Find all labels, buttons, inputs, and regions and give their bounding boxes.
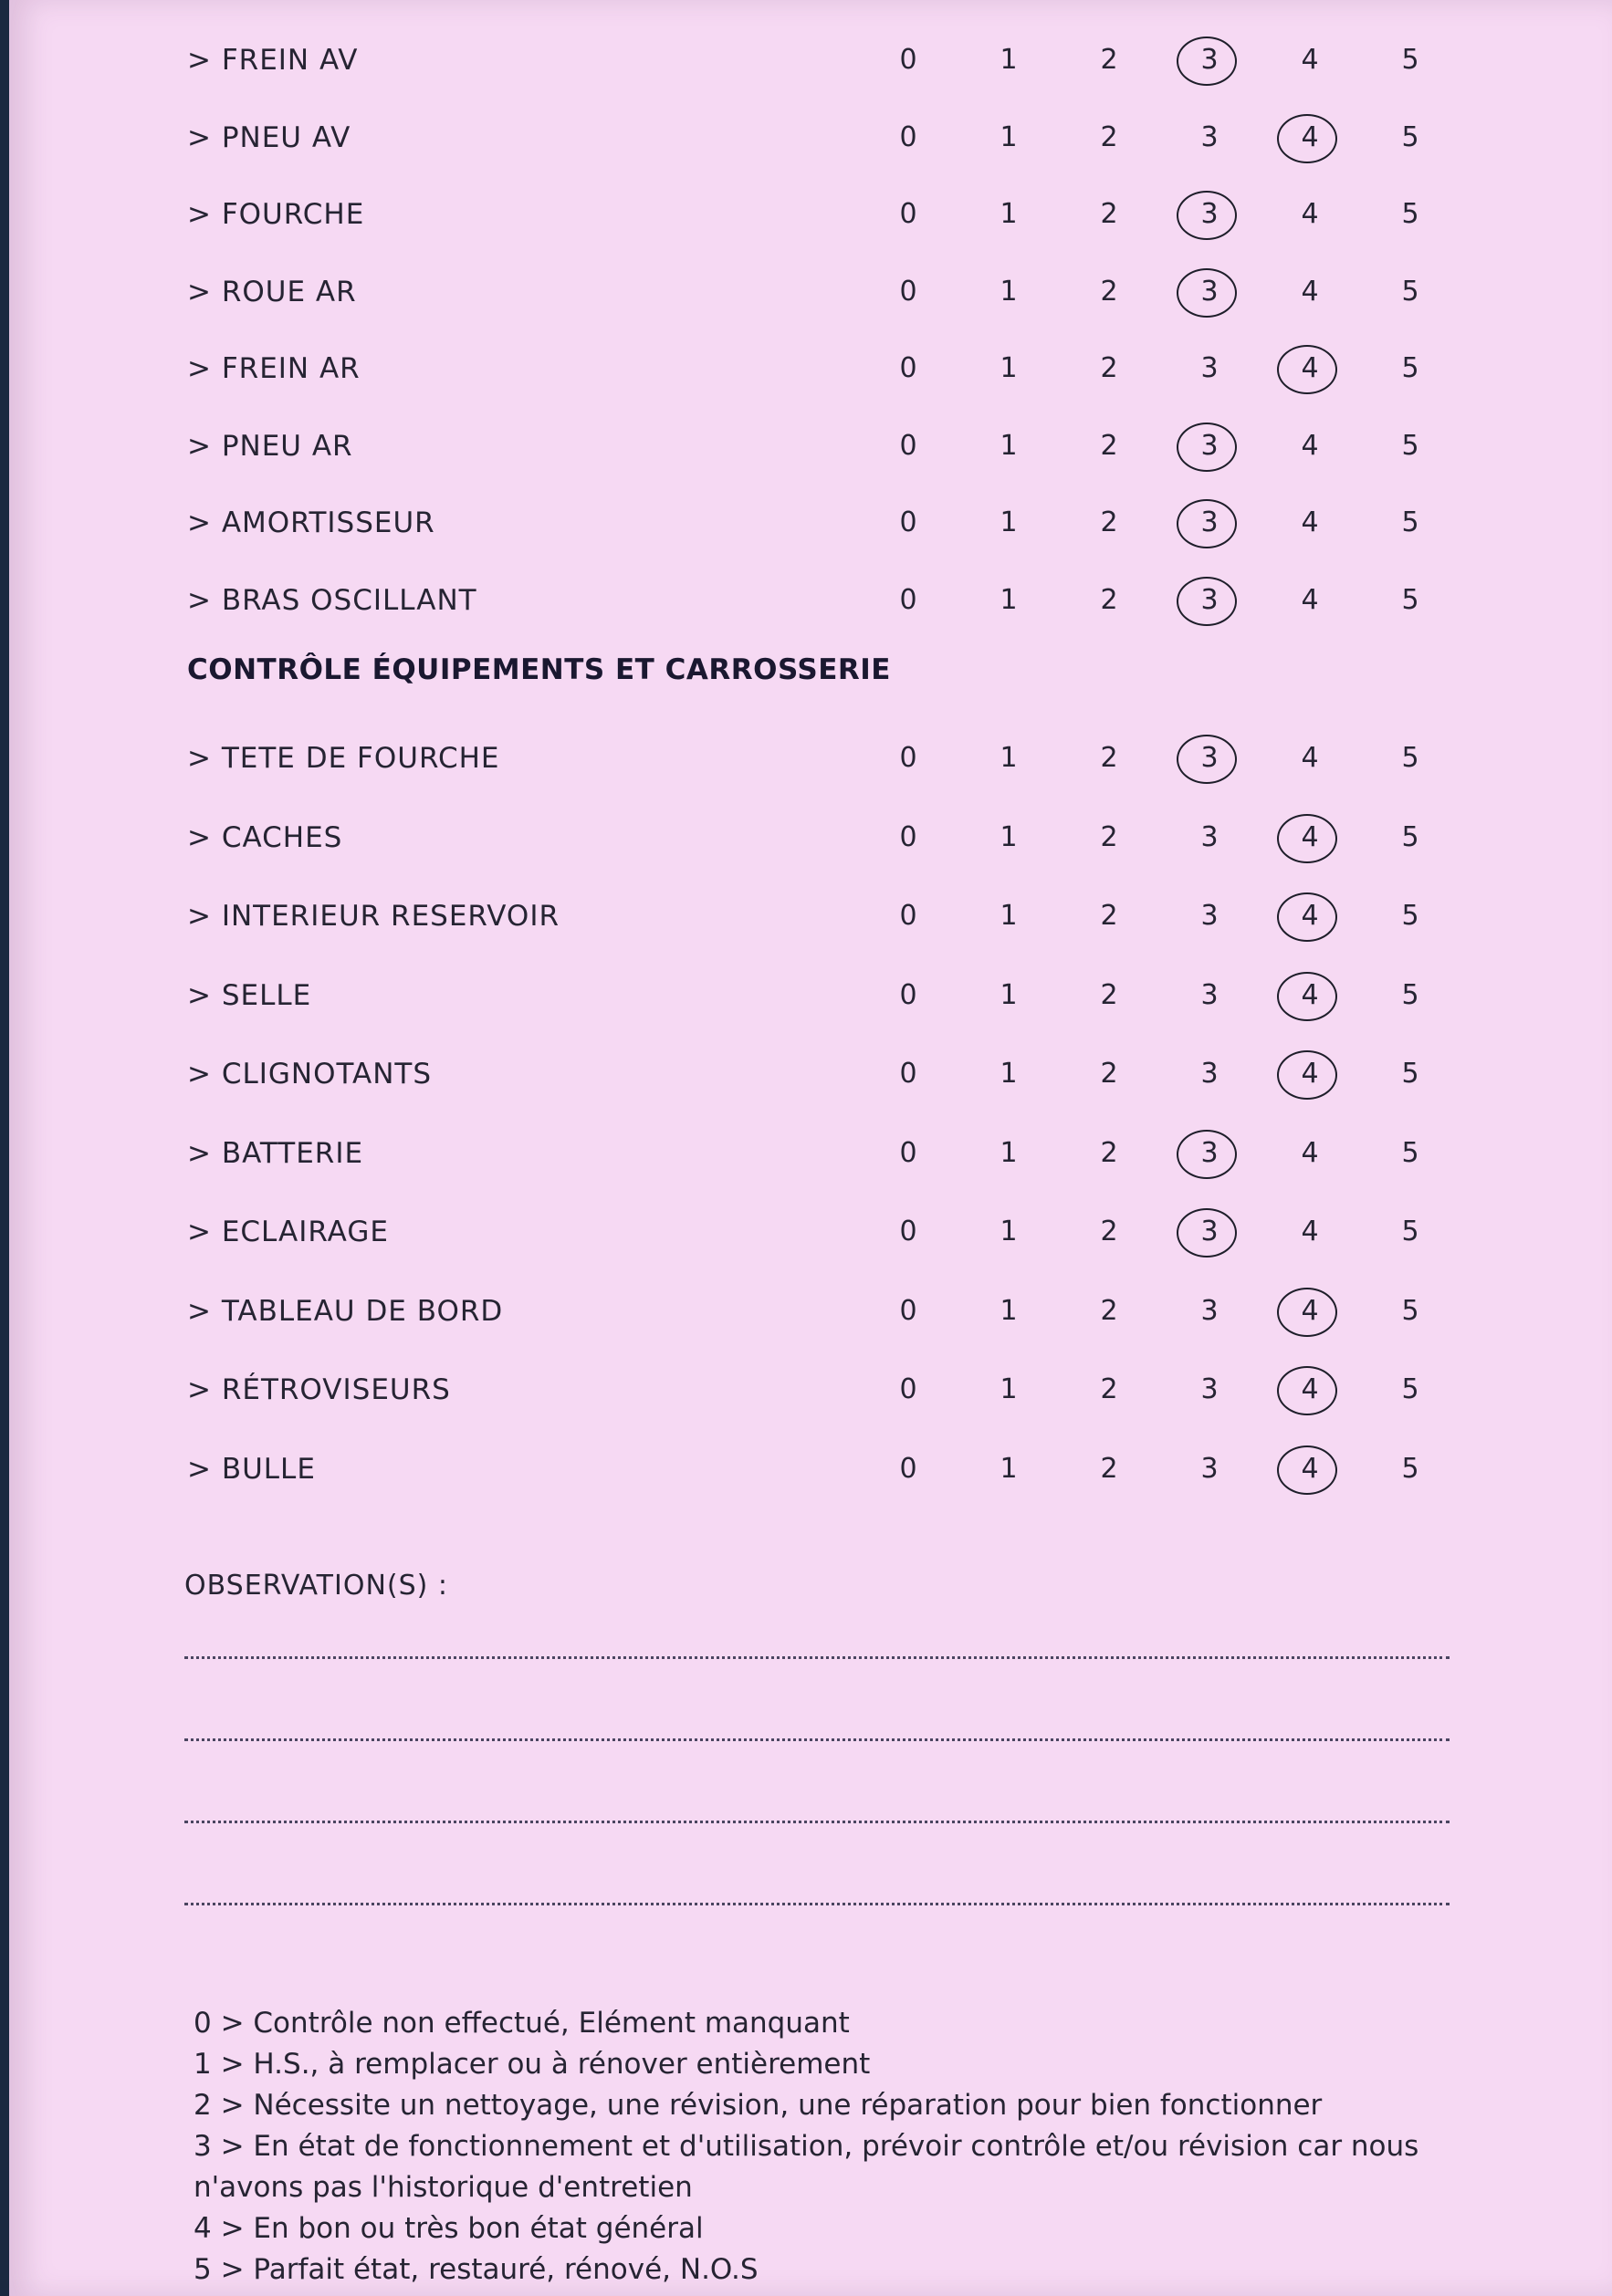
rating-option-2[interactable]: 2 bbox=[1100, 1373, 1118, 1405]
legend-line: 1 > H.S., à remplacer ou à rénover entièrement bbox=[194, 2048, 871, 2081]
legend-line: 2 > Nécessite un nettoyage, une révision, une réparation pour bien fonctionner bbox=[194, 2089, 1323, 2122]
rating-option-3[interactable]: 3 bbox=[1200, 978, 1219, 1011]
rating-option-3[interactable]: 3 bbox=[1182, 44, 1237, 76]
item-label: > TABLEAU DE BORD bbox=[187, 1294, 504, 1328]
legend-line: n'avons pas l'historique d'entretien bbox=[194, 2171, 693, 2204]
item-label: > AMORTISSEUR bbox=[187, 506, 435, 539]
item-label: > ECLAIRAGE bbox=[187, 1216, 389, 1248]
legend-line: 3 > En état de fonctionnement et d'utilisation, prévoir contrôle et/ou révision car nous bbox=[194, 2130, 1419, 2163]
rating-option-0[interactable]: 0 bbox=[899, 1373, 917, 1405]
rating-option-3[interactable]: 3 bbox=[1200, 820, 1219, 853]
rating-option-0[interactable]: 0 bbox=[899, 1216, 917, 1247]
rating-option-5[interactable]: 5 bbox=[1401, 352, 1419, 384]
selected-circle-mark bbox=[1177, 1208, 1237, 1258]
checklist-row bbox=[9, 1436, 1612, 1500]
rating-option-1[interactable]: 1 bbox=[1000, 583, 1018, 616]
rating-option-5[interactable]: 5 bbox=[1401, 1452, 1419, 1485]
selected-circle-mark bbox=[1177, 37, 1237, 86]
rating-option-2[interactable]: 2 bbox=[1100, 978, 1118, 1011]
item-label: > PNEU AR bbox=[187, 429, 353, 463]
rating-option-5[interactable]: 5 bbox=[1401, 1216, 1419, 1247]
item-label: > FREIN AV bbox=[187, 44, 359, 77]
rating-option-5[interactable]: 5 bbox=[1401, 820, 1419, 853]
rating-option-1[interactable]: 1 bbox=[1000, 352, 1018, 384]
rating-option-0[interactable]: 0 bbox=[899, 1294, 917, 1327]
item-label: > FOURCHE bbox=[187, 198, 365, 231]
selected-circle-mark bbox=[1277, 892, 1337, 942]
rating-option-3[interactable]: 3 bbox=[1200, 1058, 1219, 1090]
selected-circle-mark bbox=[1177, 423, 1237, 472]
checklist-row bbox=[9, 883, 1612, 947]
rating-option-0[interactable]: 0 bbox=[899, 583, 917, 616]
rating-option-1[interactable]: 1 bbox=[1000, 429, 1018, 462]
rating-option-5[interactable]: 5 bbox=[1401, 978, 1419, 1011]
rating-option-2[interactable]: 2 bbox=[1100, 198, 1118, 230]
rating-option-1[interactable]: 1 bbox=[1000, 1452, 1018, 1485]
rating-option-1[interactable]: 1 bbox=[1000, 120, 1018, 153]
selected-circle-mark bbox=[1277, 1445, 1337, 1495]
item-label: > ROUE AR bbox=[187, 275, 357, 308]
rating-option-0[interactable]: 0 bbox=[899, 275, 917, 308]
rating-option-4[interactable]: 4 bbox=[1282, 1058, 1337, 1090]
rating-option-0[interactable]: 0 bbox=[899, 198, 917, 230]
rating-option-4[interactable]: 4 bbox=[1282, 900, 1337, 932]
rating-option-2[interactable]: 2 bbox=[1100, 275, 1118, 308]
item-label: > BATTERIE bbox=[187, 1136, 364, 1170]
rating-option-0[interactable]: 0 bbox=[899, 820, 917, 853]
rating-option-0[interactable]: 0 bbox=[899, 429, 917, 462]
rating-option-3[interactable]: 3 bbox=[1182, 506, 1237, 538]
rating-option-0[interactable]: 0 bbox=[899, 742, 917, 774]
item-label: > CLIGNOTANTS bbox=[187, 1058, 433, 1091]
rating-option-5[interactable]: 5 bbox=[1401, 583, 1419, 616]
rating-option-3[interactable]: 3 bbox=[1182, 1216, 1237, 1247]
rating-option-4[interactable]: 4 bbox=[1301, 44, 1319, 76]
checklist-row bbox=[9, 963, 1612, 1027]
rating-option-2[interactable]: 2 bbox=[1100, 506, 1118, 538]
rating-option-1[interactable]: 1 bbox=[1000, 1373, 1018, 1405]
rating-option-0[interactable]: 0 bbox=[899, 120, 917, 153]
rating-option-3[interactable]: 3 bbox=[1182, 430, 1237, 462]
rating-option-1[interactable]: 1 bbox=[1000, 1216, 1018, 1247]
rating-option-5[interactable]: 5 bbox=[1401, 429, 1419, 462]
checklist-row bbox=[9, 568, 1612, 631]
rating-option-5[interactable]: 5 bbox=[1401, 1294, 1419, 1327]
rating-option-4[interactable]: 4 bbox=[1282, 1453, 1337, 1485]
rating-option-3[interactable]: 3 bbox=[1182, 742, 1237, 774]
rating-option-1[interactable]: 1 bbox=[1000, 900, 1018, 932]
rating-legend bbox=[194, 2003, 1471, 2291]
selected-circle-mark bbox=[1277, 114, 1337, 163]
rating-option-5[interactable]: 5 bbox=[1401, 900, 1419, 932]
rating-option-0[interactable]: 0 bbox=[899, 1058, 917, 1090]
rating-option-0[interactable]: 0 bbox=[899, 44, 917, 76]
rating-option-2[interactable]: 2 bbox=[1100, 429, 1118, 462]
rating-option-3[interactable]: 3 bbox=[1182, 1137, 1237, 1169]
checklist-row bbox=[9, 27, 1612, 91]
rating-option-3[interactable]: 3 bbox=[1182, 276, 1237, 308]
rating-option-3[interactable]: 3 bbox=[1200, 352, 1219, 384]
item-label: > FREIN AR bbox=[187, 352, 361, 385]
observation-line-1[interactable] bbox=[184, 1656, 1450, 1659]
rating-option-4[interactable]: 4 bbox=[1301, 1136, 1319, 1169]
legend-line: 0 > Contrôle non effectué, Elément manquant bbox=[194, 2007, 850, 2040]
rating-option-4[interactable]: 4 bbox=[1301, 742, 1319, 774]
checklist-row bbox=[9, 725, 1612, 789]
legend-line: 5 > Parfait état, restauré, rénové, N.O.S bbox=[194, 2253, 759, 2286]
rating-option-4[interactable]: 4 bbox=[1282, 1295, 1337, 1327]
rating-option-1[interactable]: 1 bbox=[1000, 506, 1018, 538]
rating-option-4[interactable]: 4 bbox=[1282, 821, 1337, 853]
rating-option-2[interactable]: 2 bbox=[1100, 1216, 1118, 1247]
rating-option-5[interactable]: 5 bbox=[1401, 275, 1419, 308]
selected-circle-mark bbox=[1277, 1366, 1337, 1415]
rating-option-3[interactable]: 3 bbox=[1200, 120, 1219, 153]
rating-option-3[interactable]: 3 bbox=[1182, 198, 1237, 230]
rating-option-2[interactable]: 2 bbox=[1100, 742, 1118, 774]
rating-option-1[interactable]: 1 bbox=[1000, 44, 1018, 76]
observation-line-2[interactable] bbox=[184, 1738, 1450, 1741]
rating-option-2[interactable]: 2 bbox=[1100, 44, 1118, 76]
rating-option-1[interactable]: 1 bbox=[1000, 198, 1018, 230]
rating-option-1[interactable]: 1 bbox=[1000, 1136, 1018, 1169]
checklist-row bbox=[9, 336, 1612, 400]
inspection-sheet bbox=[9, 0, 1612, 2296]
rating-option-4[interactable]: 4 bbox=[1301, 1216, 1319, 1247]
checklist-row bbox=[9, 805, 1612, 869]
observations-label: OBSERVATION(S) : bbox=[184, 1570, 448, 1602]
rating-option-5[interactable]: 5 bbox=[1401, 506, 1419, 538]
rating-option-1[interactable]: 1 bbox=[1000, 820, 1018, 853]
rating-option-1[interactable]: 1 bbox=[1000, 275, 1018, 308]
item-label: > BULLE bbox=[187, 1452, 316, 1486]
checklist-row bbox=[9, 182, 1612, 245]
rating-option-2[interactable]: 2 bbox=[1100, 120, 1118, 153]
observation-line-3[interactable] bbox=[184, 1821, 1450, 1823]
rating-option-4[interactable]: 4 bbox=[1282, 352, 1337, 384]
checklist-row bbox=[9, 1357, 1612, 1421]
rating-option-3[interactable]: 3 bbox=[1200, 900, 1219, 932]
checklist-row bbox=[9, 1199, 1612, 1263]
rating-option-2[interactable]: 2 bbox=[1100, 1452, 1118, 1485]
rating-option-2[interactable]: 2 bbox=[1100, 900, 1118, 932]
rating-option-3[interactable]: 3 bbox=[1200, 1373, 1219, 1405]
rating-option-3[interactable]: 3 bbox=[1200, 1294, 1219, 1327]
rating-option-0[interactable]: 0 bbox=[899, 506, 917, 538]
rating-option-4[interactable]: 4 bbox=[1301, 429, 1319, 462]
item-label: > TETE DE FOURCHE bbox=[187, 742, 500, 775]
rating-option-4[interactable]: 4 bbox=[1301, 275, 1319, 308]
rating-option-0[interactable]: 0 bbox=[899, 900, 917, 932]
selected-circle-mark bbox=[1277, 1050, 1337, 1100]
rating-option-2[interactable]: 2 bbox=[1100, 1058, 1118, 1090]
selected-circle-mark bbox=[1177, 499, 1237, 548]
rating-option-0[interactable]: 0 bbox=[899, 1136, 917, 1169]
selected-circle-mark bbox=[1177, 268, 1237, 318]
selected-circle-mark bbox=[1177, 577, 1237, 626]
rating-option-3[interactable]: 3 bbox=[1200, 1452, 1219, 1485]
selected-circle-mark bbox=[1177, 1130, 1237, 1179]
selected-circle-mark bbox=[1277, 814, 1337, 863]
checklist-row bbox=[9, 490, 1612, 554]
rating-option-2[interactable]: 2 bbox=[1100, 583, 1118, 616]
item-label: > CACHES bbox=[187, 820, 343, 854]
item-label: > BRAS OSCILLANT bbox=[187, 583, 477, 617]
rating-option-5[interactable]: 5 bbox=[1401, 1373, 1419, 1405]
checklist-row bbox=[9, 1041, 1612, 1105]
legend-line: 4 > En bon ou très bon état général bbox=[194, 2212, 704, 2245]
rating-option-5[interactable]: 5 bbox=[1401, 198, 1419, 230]
checklist-row bbox=[9, 259, 1612, 323]
rating-option-2[interactable]: 2 bbox=[1100, 1136, 1118, 1169]
selected-circle-mark bbox=[1177, 191, 1237, 240]
rating-option-3[interactable]: 3 bbox=[1182, 584, 1237, 616]
rating-option-4[interactable]: 4 bbox=[1282, 979, 1337, 1011]
rating-option-4[interactable]: 4 bbox=[1301, 198, 1319, 230]
item-label: > SELLE bbox=[187, 978, 312, 1012]
checklist-row bbox=[9, 1121, 1612, 1185]
rating-option-0[interactable]: 0 bbox=[899, 352, 917, 384]
rating-option-0[interactable]: 0 bbox=[899, 978, 917, 1011]
selected-circle-mark bbox=[1177, 735, 1237, 784]
rating-option-4[interactable]: 4 bbox=[1282, 121, 1337, 153]
item-label: > PNEU AV bbox=[187, 120, 351, 154]
rating-option-5[interactable]: 5 bbox=[1401, 1136, 1419, 1169]
rating-option-2[interactable]: 2 bbox=[1100, 352, 1118, 384]
section-title: CONTRÔLE ÉQUIPEMENTS ET CARROSSERIE bbox=[187, 653, 891, 686]
rating-option-1[interactable]: 1 bbox=[1000, 1058, 1018, 1090]
selected-circle-mark bbox=[1277, 972, 1337, 1021]
rating-option-1[interactable]: 1 bbox=[1000, 1294, 1018, 1327]
rating-option-5[interactable]: 5 bbox=[1401, 120, 1419, 153]
rating-option-2[interactable]: 2 bbox=[1100, 1294, 1118, 1327]
checklist-row bbox=[9, 105, 1612, 169]
item-label: > RÉTROVISEURS bbox=[187, 1373, 451, 1406]
checklist-row bbox=[9, 413, 1612, 477]
selected-circle-mark bbox=[1277, 1288, 1337, 1337]
selected-circle-mark bbox=[1277, 345, 1337, 394]
observation-line-4[interactable] bbox=[184, 1903, 1450, 1905]
rating-option-5[interactable]: 5 bbox=[1401, 742, 1419, 774]
rating-option-1[interactable]: 1 bbox=[1000, 978, 1018, 1011]
rating-option-0[interactable]: 0 bbox=[899, 1452, 917, 1485]
rating-option-4[interactable]: 4 bbox=[1301, 506, 1319, 538]
item-label: > INTERIEUR RESERVOIR bbox=[187, 900, 560, 933]
checklist-row bbox=[9, 1278, 1612, 1342]
rating-option-4[interactable]: 4 bbox=[1282, 1373, 1337, 1405]
rating-option-4[interactable]: 4 bbox=[1301, 583, 1319, 616]
rating-option-5[interactable]: 5 bbox=[1401, 44, 1419, 76]
rating-option-2[interactable]: 2 bbox=[1100, 820, 1118, 853]
rating-option-5[interactable]: 5 bbox=[1401, 1058, 1419, 1090]
rating-option-1[interactable]: 1 bbox=[1000, 742, 1018, 774]
